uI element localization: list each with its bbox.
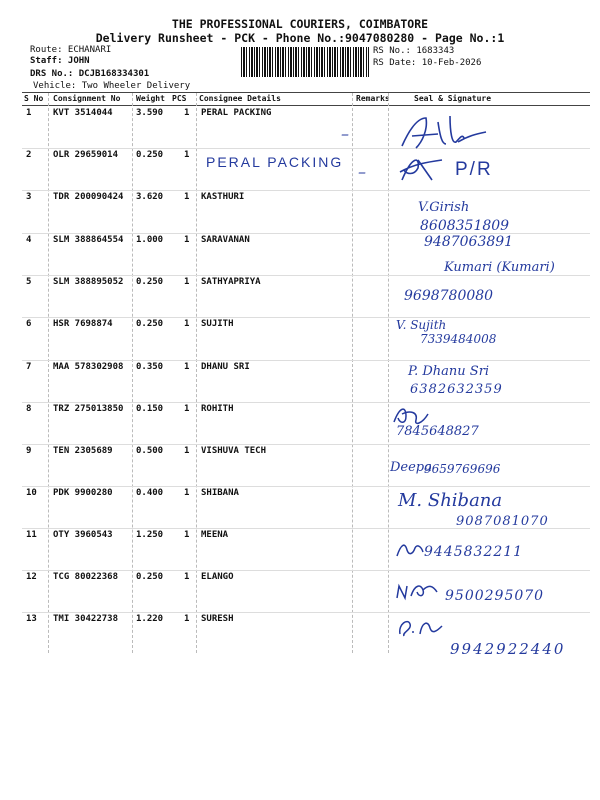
col-header-sno: S No [24, 94, 44, 103]
row-separator [22, 612, 590, 613]
barcode-image [241, 47, 369, 77]
row-7-receiver-name: P. Dhanu Sri [408, 364, 490, 379]
row-12-receiver-phone: 9500295070 [445, 588, 545, 604]
row-sno: 2 [26, 150, 32, 160]
row-consignment-number: OTY 3960543 [53, 530, 113, 540]
row-8-receiver-phone: 7845648827 [396, 424, 479, 439]
row-weight: 0.400 [136, 488, 164, 498]
row-sno: 8 [26, 404, 32, 414]
row-separator [22, 317, 590, 318]
row-consignment-number: SLM 388864554 [53, 235, 124, 245]
row-weight: 0.150 [136, 404, 164, 414]
row-weight: 0.250 [136, 277, 164, 287]
row-6-receiver-phone: 7339484008 [420, 332, 497, 346]
row-9-receiver-phone: 9659769696 [424, 462, 501, 476]
vehicle-label: Vehicle: Two Wheeler Delivery [33, 81, 191, 91]
column-divider [388, 93, 389, 653]
rs-number: RS No.: 1683343 [373, 46, 455, 56]
row-pcs: 1 [184, 614, 190, 624]
row-pcs: 1 [184, 572, 190, 582]
row-consignment-number: OLR 29659014 [53, 150, 119, 160]
col-header-weight: Weight [136, 94, 165, 103]
row-consignment-number: TCG 80022368 [53, 572, 119, 582]
row-sno: 13 [26, 614, 37, 624]
column-divider [132, 93, 133, 653]
row-pcs: 1 [184, 446, 190, 456]
row-separator [22, 148, 590, 149]
row-weight: 0.350 [136, 362, 164, 372]
row-separator [22, 360, 590, 361]
row-pcs: 1 [184, 362, 190, 372]
row-7-receiver-phone: 6382632359 [410, 382, 503, 397]
row-weight: 0.250 [136, 150, 164, 160]
row-consignment-number: HSR 7698874 [53, 319, 113, 329]
signature-row-1 [398, 112, 488, 154]
row-4-receiver-name: Kumari (Kumari) [444, 260, 555, 275]
row-consignment-number: PDK 9900280 [53, 488, 113, 498]
column-divider [196, 93, 197, 653]
row-consignee-name: SARAVANAN [201, 235, 250, 245]
row-consignee-name: SATHYAPRIYA [201, 277, 261, 287]
runsheet-subtitle: Delivery Runsheet - PCK - Phone No.:9047080280 - Page No.:1 [95, 31, 505, 45]
row-consignment-number: TRZ 275013850 [53, 404, 124, 414]
row-consignee-name: SURESH [201, 614, 234, 624]
signature-row-13 [396, 616, 444, 638]
row-consignee-name: SUJITH [201, 319, 234, 329]
row-consignment-number: TEN 2305689 [53, 446, 113, 456]
row-weight: 0.500 [136, 446, 164, 456]
row-consignee-name: SHIBANA [201, 488, 239, 498]
row-pcs: 1 [184, 404, 190, 414]
row-sno: 7 [26, 362, 32, 372]
col-header-consignee: Consignee Details [199, 94, 281, 103]
col-header-remarks: Remarks [356, 94, 390, 103]
row-2-consignee-handwritten: PERAL PACKING [206, 154, 344, 170]
row-separator [22, 190, 590, 191]
row-pcs: 1 [184, 192, 190, 202]
row-9-receiver-name: Deepa [390, 460, 432, 475]
row-13-receiver-phone: 9942922440 [450, 640, 566, 658]
column-divider [352, 93, 353, 653]
route-label: Route: ECHANARI [30, 45, 112, 55]
row-consignee-name: MEENA [201, 530, 229, 540]
row-consignment-number: MAA 578302908 [53, 362, 124, 372]
row-6-receiver-name: V. Sujith [396, 318, 447, 332]
row-consignment-number: TDR 200090424 [53, 192, 124, 202]
remark-dash: – [341, 124, 349, 143]
row-sno: 3 [26, 192, 32, 202]
row-consignee-name: ROHITH [201, 404, 234, 414]
row-4-receiver-phone: 9487063891 [424, 234, 514, 250]
table-header-rule [22, 105, 590, 106]
row-3-receiver-phone: 8608351809 [420, 218, 510, 234]
row-weight: 1.220 [136, 614, 164, 624]
signature-row-11 [395, 540, 425, 560]
row-weight: 3.620 [136, 192, 164, 202]
row-2-pr-mark: P/R [455, 159, 493, 180]
row-weight: 0.250 [136, 319, 164, 329]
signature-row-12 [395, 580, 439, 602]
rs-date: RS Date: 10-Feb-2026 [373, 58, 482, 68]
row-weight: 1.250 [136, 530, 164, 540]
table-top-rule [22, 92, 590, 93]
row-3-receiver-name: V.Girish [418, 200, 470, 215]
row-10-receiver-phone: 9087081070 [456, 514, 549, 529]
row-weight: 0.250 [136, 572, 164, 582]
row-separator [22, 486, 590, 487]
col-header-pcs: PCS [172, 94, 187, 103]
row-pcs: 1 [184, 150, 190, 160]
column-divider [48, 93, 49, 653]
row-sno: 4 [26, 235, 32, 245]
row-consignment-number: KVT 3514044 [53, 108, 113, 118]
row-pcs: 1 [184, 488, 190, 498]
row-pcs: 1 [184, 277, 190, 287]
drs-number: DRS No.: DCJB168334301 [30, 69, 150, 79]
row-5-receiver-phone: 9698780080 [404, 288, 494, 304]
row-pcs: 1 [184, 530, 190, 540]
row-10-receiver-name: M. Shibana [398, 490, 503, 511]
row-separator [22, 570, 590, 571]
row-separator [22, 275, 590, 276]
signature-row-2 [398, 152, 448, 188]
row-sno: 11 [26, 530, 37, 540]
col-header-seal: Seal & Signature [414, 94, 492, 103]
row-separator [22, 402, 590, 403]
row-separator [22, 444, 590, 445]
remark-dash: – [358, 162, 366, 181]
col-header-consignment: Consignment No [53, 94, 121, 103]
row-sno: 1 [26, 108, 32, 118]
row-consignee-name: VISHUVA TECH [201, 446, 267, 456]
row-sno: 6 [26, 319, 32, 329]
company-title: THE PROFESSIONAL COURIERS, COIMBATORE [171, 17, 429, 31]
row-consignee-name: KASTHURI [201, 192, 245, 202]
row-weight: 1.000 [136, 235, 164, 245]
row-consignment-number: TMI 30422738 [53, 614, 119, 624]
row-pcs: 1 [184, 235, 190, 245]
row-11-receiver-phone: 9445832211 [424, 544, 524, 560]
row-weight: 3.590 [136, 108, 164, 118]
row-pcs: 1 [184, 319, 190, 329]
row-pcs: 1 [184, 108, 190, 118]
row-consignment-number: SLM 388895052 [53, 277, 124, 287]
row-consignee-name: PERAL PACKING [201, 108, 272, 118]
row-sno: 10 [26, 488, 37, 498]
row-sno: 12 [26, 572, 37, 582]
row-sno: 5 [26, 277, 32, 287]
row-sno: 9 [26, 446, 32, 456]
row-consignee-name: ELANGO [201, 572, 234, 582]
staff-label: Staff: JOHN [30, 56, 90, 66]
row-consignee-name: DHANU SRI [201, 362, 250, 372]
